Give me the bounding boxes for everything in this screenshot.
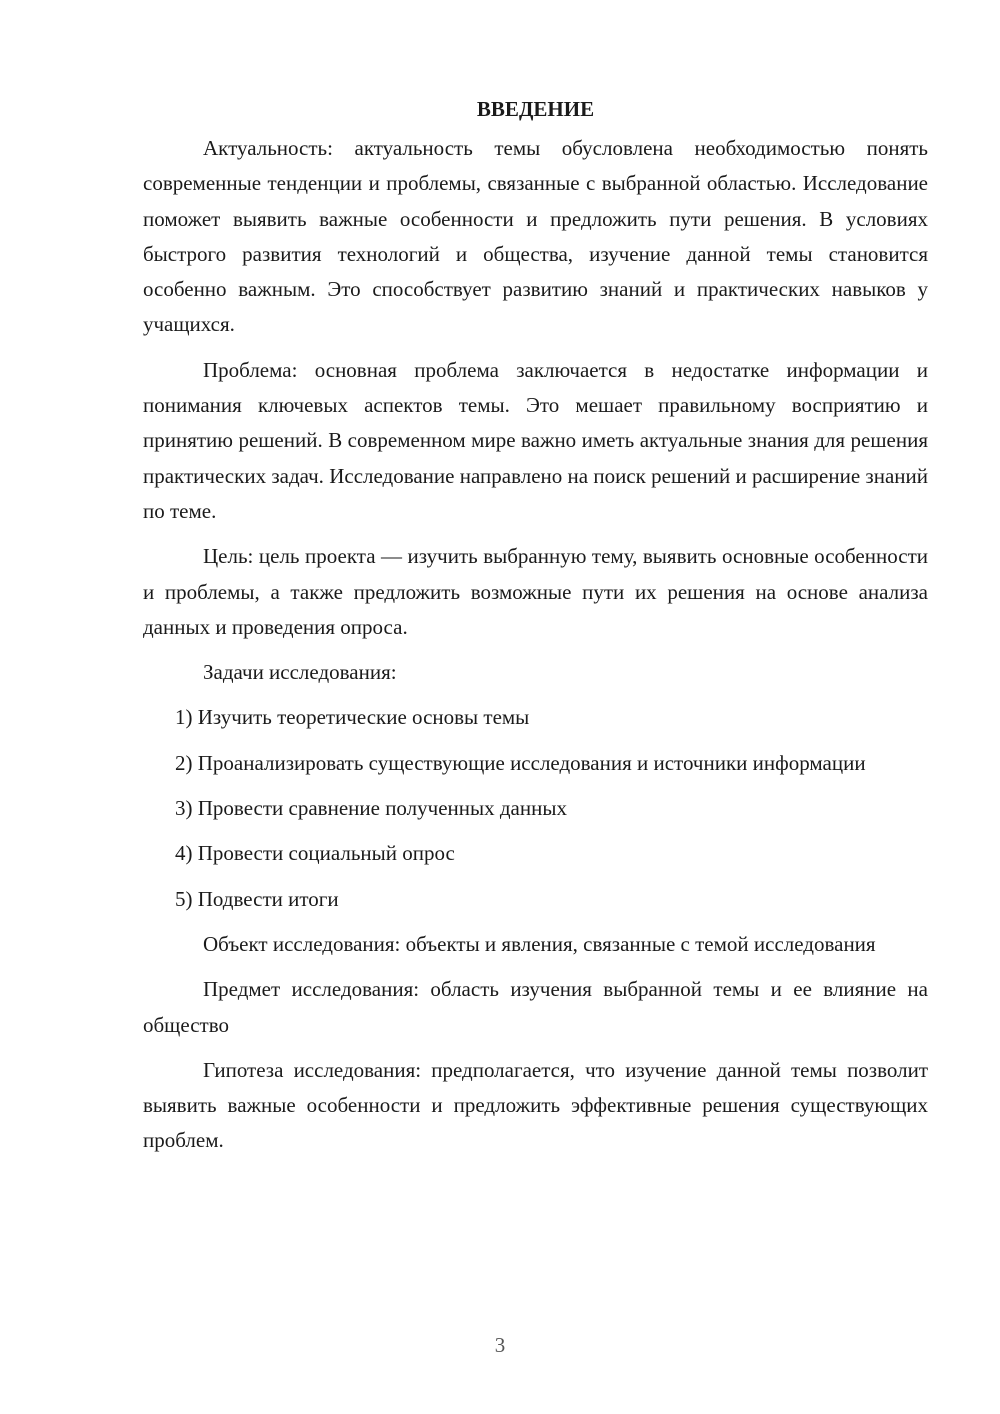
paragraph-tasks-heading: Задачи исследования: — [203, 660, 397, 685]
task-item: 4) Провести социальный опрос — [175, 841, 455, 866]
section-title: ВВЕДЕНИЕ — [476, 97, 595, 121]
page-number: 3 — [494, 1333, 506, 1357]
paragraph-hypothesis: Гипотеза исследования: предполагается, что изучение данной темы позволит выявить важные особенности и предложить эффективные решения существующих проблем. — [143, 1057, 928, 1153]
task-item: 3) Провести сравнение полученных данных — [175, 796, 567, 821]
paragraph-problem: Проблема: основная проблема заключается в недостатке информации и понимания ключевых аспектов темы. Это мешает правильному восприятию и принятию решений. В современном мире важно иметь актуальные знания для решения практических задач. Исследование направлено на поиск решений и расширение знаний по теме. — [143, 357, 928, 523]
task-item: 1) Изучить теоретические основы темы — [175, 705, 530, 730]
paragraph-relevance: Актуальность: актуальность темы обусловлена необходимостью понять современные тенденции и проблемы, связанные с выбранной областью. Исследование поможет выявить важные особенности и предложить пути решения. В условиях быстрого развития технологий и общества, изучение данной темы становится особенно важным. Это способствует развитию знаний и практических навыков у учащихся. — [143, 136, 928, 337]
document-page — [143, 92, 928, 1169]
task-item: 2) Проанализировать существующие исследования и источники информации — [175, 750, 866, 775]
task-item: 5) Подвести итоги — [175, 886, 339, 911]
paragraph-subject: Предмет исследования: область изучения выбранной темы и ее влияние на общество — [143, 977, 928, 1037]
paragraph-goal: Цель: цель проекта — изучить выбранную тему, выявить основные особенности и проблемы, а также предложить возможные пути их решения на основе анализа данных и проведения опроса. — [143, 544, 928, 639]
paragraph-object: Объект исследования: объекты и явления, связанные с темой исследования — [203, 931, 876, 956]
